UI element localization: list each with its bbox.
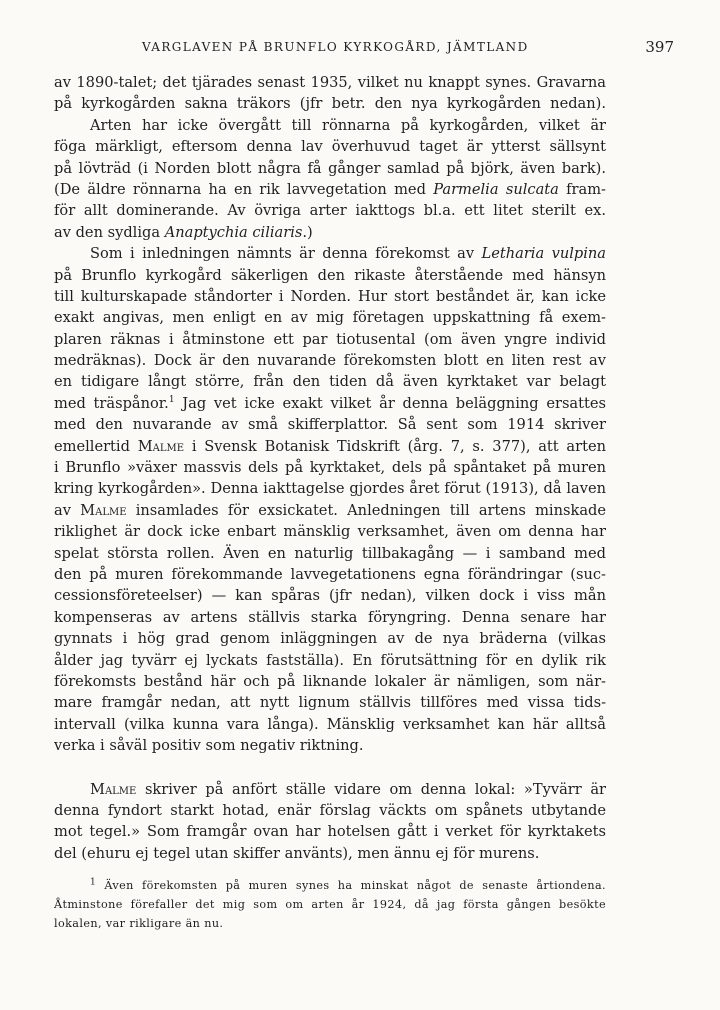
page-number: 397 [645,38,674,56]
text-line: på lövträd (i Norden blott några få gånger samlad på björk, även bark). [54,159,606,177]
text-line: kompenseras av artens ställvis starka föryngring. Denna senare har [54,608,606,626]
text-line: verka i såväl positiv som negativ riktning. [54,737,364,755]
text-line: medräknas). Dock är den nuvarande förekomsten blott en liten rest av [54,352,606,370]
text-line: en tidigare långt större, från den tiden då även kyrktaket var belagt [54,373,606,391]
text-line: på Brunflo kyrkogård säkerligen den rikaste återstående med hänsyn [54,266,606,284]
text-line: mot tegel.» Som framgår ovan har hotelsen gått i verket för kyrktakets [54,823,606,841]
text-line: intervall (vilka kunna vara långa). Mänsklig verksamhet kan här alltså [54,715,606,733]
paragraph [54,779,606,865]
text-line: lokalen, var rikligare än nu. [54,917,224,930]
text-line: för allt dominerande. Av övriga arter iakttogs bl.a. ett litet sterilt ex. [54,202,606,220]
footnote [54,876,606,933]
text-line: med den nuvarande av små skifferplattor. Så sent som 1914 skriver [54,416,606,434]
text-line: $^1$ Även förekomsten på muren synes ha minskat något de senaste årtiondena. [90,877,606,892]
text-line: av den sydliga Anaptychia ciliaris.) [54,223,313,241]
footnotes [54,876,606,933]
paragraph [54,243,606,756]
text-line: kring kyrkogården». Denna iakttagelse gjordes året förut (1913), då laven [54,480,606,498]
running-title: VARGLAVEN PÅ BRUNFLO KYRKOGÅRD, JÄMTLAND [142,40,529,54]
text-line: del (ehuru ej tegel utan skiffer använts), men ännu ej för murens. [54,844,540,862]
text-line: Malme skriver på anfört ställe vidare om denna lokal: »Tyvärr är [90,780,606,798]
text-line: exakt angivas, men enligt en av mig företagen uppskattning få exem- [54,309,606,327]
text-line: emellertid Malme i Svensk Botanisk Tidskrift (årg. 7, s. 377), att arten [54,437,606,455]
text-line: Åtminstone förefaller det mig som om arten år 1924, då jag första gången besökte [54,898,606,911]
text-line: spelat största rollen. Även en naturlig tillbakagång — i samband med [54,544,606,562]
text-line: denna fyndort starkt hotad, enär förslag väckts om spånets utbytande [54,801,606,819]
text-line: till kulturskapade ståndorter i Norden. Hur stort beståndet är, kan icke [54,287,606,305]
text-line: i Brunflo »växer massvis dels på kyrktaket, dels på spåntaket på muren [54,459,606,477]
text-line: föga märkligt, eftersom denna lav överhuvud taget är ytterst sällsynt [54,138,606,156]
text-line: av 1890-talet; det tjärades senast 1935, vilket nu knappt synes. Gravarna [54,74,606,91]
text-line: ålder jag tyvärr ej lyckats fastställa). En förutsättning för en dylik rik [54,651,606,669]
text-line: den på muren förekommande lavvegetationens egna förändringar (suc- [54,565,606,583]
text-line: plaren räknas i åtminstone ett par tiotusental (om även yngre individ [54,330,606,348]
text-line: på kyrkogården sakna träkors (jfr betr. den nya kyrkogården nedan). [54,95,606,113]
text-line: Som i inledningen nämnts är denna förekomst av Letharia vulpina [90,245,606,263]
text-line: Arten har icke övergått till rönnarna på kyrkogården, vilket är [90,116,606,134]
text-line: riklighet är dock icke enbart mänsklig verksamhet, även om denna har [54,523,606,541]
paragraph [54,72,606,243]
text-line: förekomsts bestånd här och på liknande lokaler är nämligen, som när- [54,672,606,690]
body-text [54,72,606,864]
text-line: (De äldre rönnarna ha en rik lavvegetation med Parmelia sulcata fram- [54,180,606,198]
text-line: av Malme insamlades för exsickatet. Anledningen till artens minskade [54,501,607,519]
text-line: med träspånor.$^1$ Jag vet icke exakt vilket år denna beläggning ersattes [54,394,606,412]
text-line: gynnats i hög grad genom inläggningen av de nya bräderna (vilkas [54,630,606,648]
text-line: mare framgår nedan, att nytt lignum ställvis tillföres med vissa tids- [54,694,606,712]
text-line: cessionsföreteelser) — kan spåras (jfr nedan), vilken dock i viss mån [54,587,606,605]
